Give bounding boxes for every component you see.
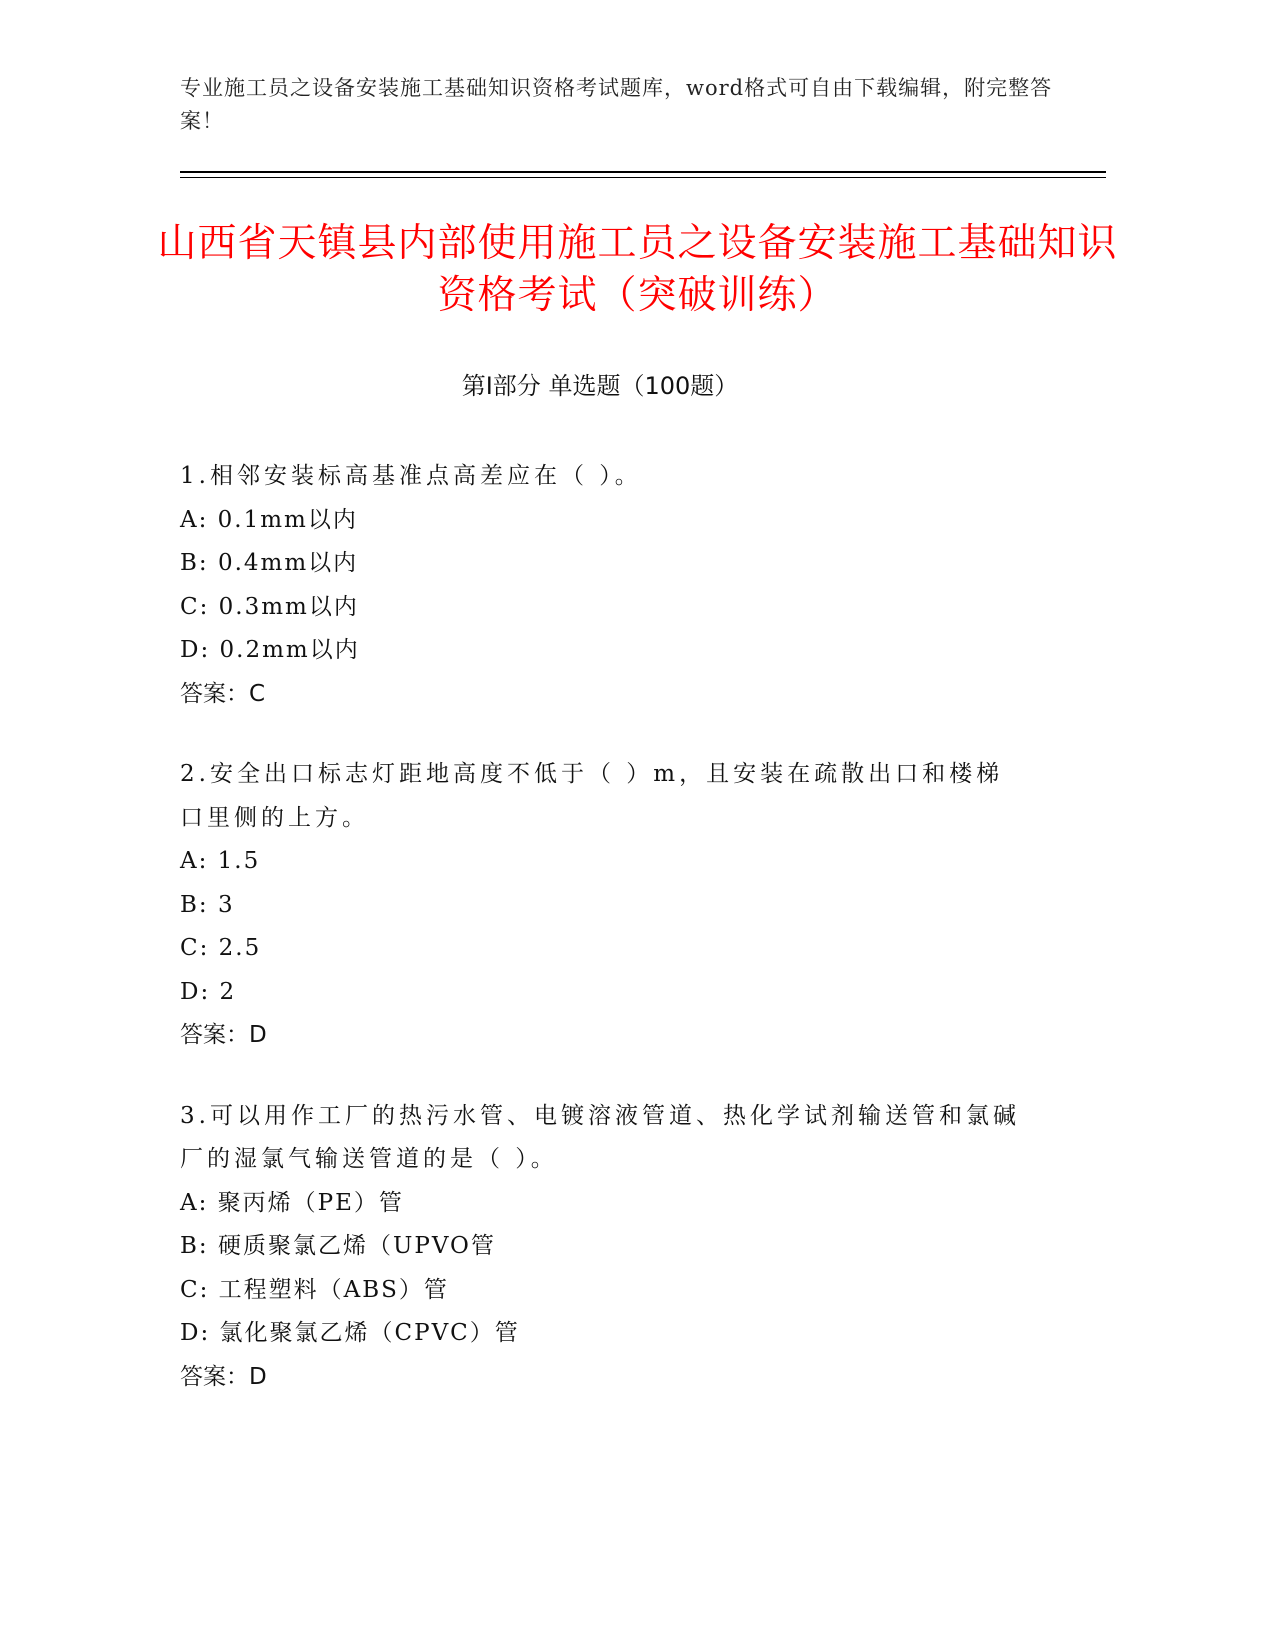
answer: 答案：C — [180, 680, 266, 707]
answer: 答案：D — [180, 1022, 267, 1048]
question-1 — [180, 455, 1020, 716]
header-rule-thin — [180, 177, 1106, 178]
option-d: D: 氯化聚氯乙烯（CPVC）管 — [180, 1320, 520, 1346]
option-a: A: 聚丙烯（PE）管 — [180, 1189, 404, 1216]
question-list — [180, 455, 1020, 1436]
question-3 — [180, 1095, 1020, 1400]
question-2 — [180, 753, 1020, 1058]
question-stem: 1.相邻安装标高基准点高差应在（ ）。 — [180, 463, 642, 489]
option-c: C: 2.5 — [180, 935, 262, 961]
answer: 答案：D — [180, 1363, 267, 1390]
option-a: A: 1.5 — [180, 848, 261, 874]
option-c: C: 工程塑料（ABS）管 — [180, 1276, 449, 1303]
section-title: 第I部分 单选题（100题） — [461, 372, 739, 400]
option-b: B: 硬质聚氯乙烯（UPVO管 — [180, 1233, 496, 1259]
option-a: A: 0.1mm以内 — [180, 506, 358, 533]
option-b: B: 0.4mm以内 — [180, 550, 359, 576]
option-d: D: 2 — [180, 978, 237, 1005]
header-note: 专业施工员之设备安装施工基础知识资格考试题库，word格式可自由下载编辑，附完整答案！ — [180, 76, 1053, 133]
question-stem: 2.安全出口标志灯距地高度不低于（ ）m，且安装在疏散出口和楼梯口里侧的上方。 — [180, 761, 1004, 831]
document-title: 山西省天镇县内部使用施工员之设备安装施工基础知识资格考试（突破训练） — [157, 221, 1118, 318]
option-d: D: 0.2mm以内 — [180, 637, 360, 663]
question-stem: 3.可以用作工厂的热污水管、电镀溶液管道、热化学试剂输送管和氯碱厂的湿氯气输送管道的是（ ）。 — [180, 1102, 1020, 1172]
option-c: C: 0.3mm以内 — [180, 593, 359, 620]
option-b: B: 3 — [180, 891, 235, 918]
header-rule-thick — [180, 171, 1106, 173]
